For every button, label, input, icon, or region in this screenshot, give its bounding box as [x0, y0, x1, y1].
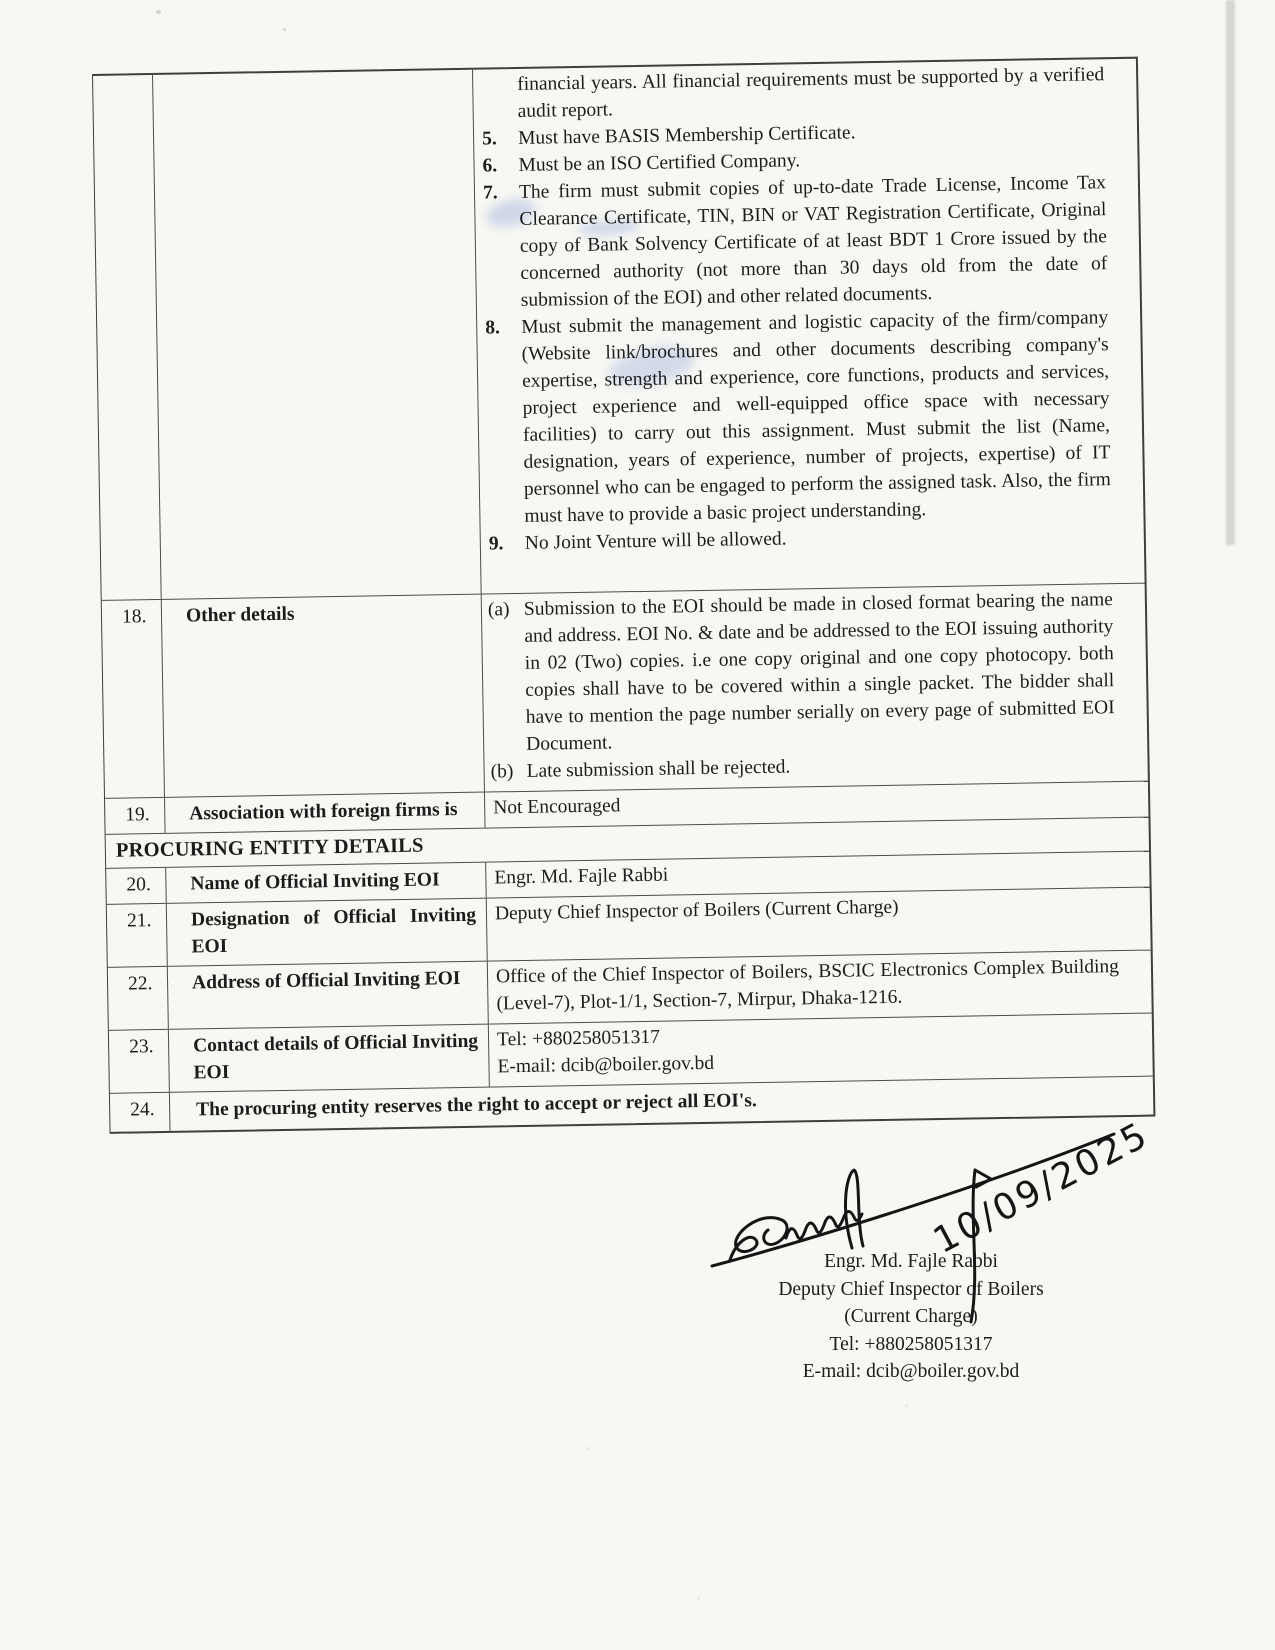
table-row-other-details [102, 583, 1148, 798]
signatory-charge: (Current Charge) [844, 1306, 978, 1327]
row-label: Designation of Official Inviting EOI [167, 899, 488, 966]
row-value: Office of the Chief Inspector of Boilers, BSCIC Electronics Complex Building (Level-7), Plot-1/1, Section-7, Mirpur, Dhaka-1216. [495, 956, 1120, 1015]
scanner-edge-strip [1226, 0, 1235, 545]
point-text: Late submission shall be rejected. [526, 756, 791, 782]
row-value: Not Encouraged [493, 795, 621, 819]
qualification-list-cell [473, 59, 1145, 594]
handwritten-signature [690, 1088, 1160, 1338]
paper-speck [586, 1447, 590, 1450]
point-a [488, 586, 1116, 758]
paper-speck [156, 10, 161, 14]
row-number-cell-empty [93, 75, 162, 600]
row-number: 23. [109, 1030, 170, 1093]
list-item-text: Must have BASIS Membership Certificate. [517, 122, 856, 149]
row-number: 18. [102, 600, 165, 798]
row-label: Association with foreign firms is [165, 793, 486, 833]
signatory-title: Deputy Chief Inspector of Boilers [778, 1278, 1044, 1300]
paper-speck [283, 28, 286, 31]
list-item-7 [483, 169, 1108, 314]
list-item-text: The firm must submit copies of up-to-date Trade License, Income Tax Clearance Certificate, TIN, BIN or VAT Registration Certificate, Original copy of Bank Solvency Certificate of at least BDT 1 Crore issued by the concerned authority (not more than 30 days old from the date of submission of the EOI) and other related documents. [518, 172, 1108, 311]
point-text: Submission to the EOI should be made in closed format bearing the name and address. EOI No. & date and be addressed to the EOI issuing authority in 02 (Two) copies. i.e one copy original and one copy photocopy. both copies shall have to be covered within a single packet. The bidder shall have to mention the page number serially on every page of submitted EOI Document. [523, 589, 1115, 755]
row-value: Engr. Md. Fajle Rabbi [494, 864, 669, 889]
point-marker: (a) [487, 599, 510, 621]
row-number: 19. [105, 798, 166, 834]
row-label-cell-empty [153, 70, 482, 599]
table-row-qualification-continuation [93, 59, 1145, 600]
row-label: Name of Official Inviting EOI [166, 863, 487, 903]
list-item-text: Must submit the management and logistic capacity of the firm/company (Website link/brochures and other documents describing company's expertise, strength and experience, core functions, products and services, project experience and well-equipped office space with necessary facilities) to carry out this assignment. Must submit the list (Name, designation, years of experience, number of projects, expertise) of IT personnel who can be engaged to perform the assigned task. Also, the firm must have to provide a basic project understanding. [521, 307, 1112, 527]
list-item-number: 5. [481, 128, 497, 150]
row-number: 21. [107, 904, 168, 967]
row-label: Other details [162, 595, 485, 797]
section-heading: PROCURING ENTITY DETAILS [115, 834, 424, 862]
contact-tel: Tel: +880258051317 [496, 1026, 661, 1051]
continuation-text: financial years. All financial requirements must be supported by a verified audit report. [517, 64, 1105, 122]
list-item-number: 7. [482, 182, 498, 204]
row-value: Deputy Chief Inspector of Boilers (Current Charge) [494, 896, 899, 925]
signature-ascender-stroke [846, 1170, 863, 1248]
paper-speck [905, 1404, 908, 1407]
list-item-text: Must be an ISO Certified Company. [518, 150, 801, 176]
list-item-number: 8. [485, 317, 501, 339]
row-label: Address of Official Inviting EOI [168, 962, 489, 1029]
row-number: 24. [110, 1093, 171, 1132]
row-label: Contact details of Official Inviting EOI [169, 1025, 490, 1092]
row-number: 20. [106, 868, 167, 904]
signatory-email: E-mail: dcib@boiler.gov.bd [802, 1361, 1020, 1382]
contact-email: E-mail: dcib@boiler.gov.bd [497, 1052, 715, 1078]
list-item-text: No Joint Venture will be allowed. [524, 528, 787, 554]
handwritten-date: 10/09/2025 [926, 1114, 1156, 1262]
signatory-name: Engr. Md. Fajle Rabbi [824, 1251, 998, 1272]
other-details-cell [482, 584, 1148, 792]
point-marker: (b) [490, 761, 514, 783]
list-item-8 [485, 304, 1111, 530]
eoi-table [92, 57, 1155, 1134]
row-number: 22. [108, 967, 169, 1030]
rights-reservation-text: The procuring entity reserves the right to accept or reject all EOI's. [196, 1090, 757, 1121]
list-item-number: 6. [482, 155, 498, 177]
contact-cell [489, 1014, 1153, 1087]
list-item-number: 9. [488, 533, 504, 555]
signatory-tel: Tel: +880258051317 [829, 1333, 993, 1355]
paper-speck [697, 1597, 700, 1600]
